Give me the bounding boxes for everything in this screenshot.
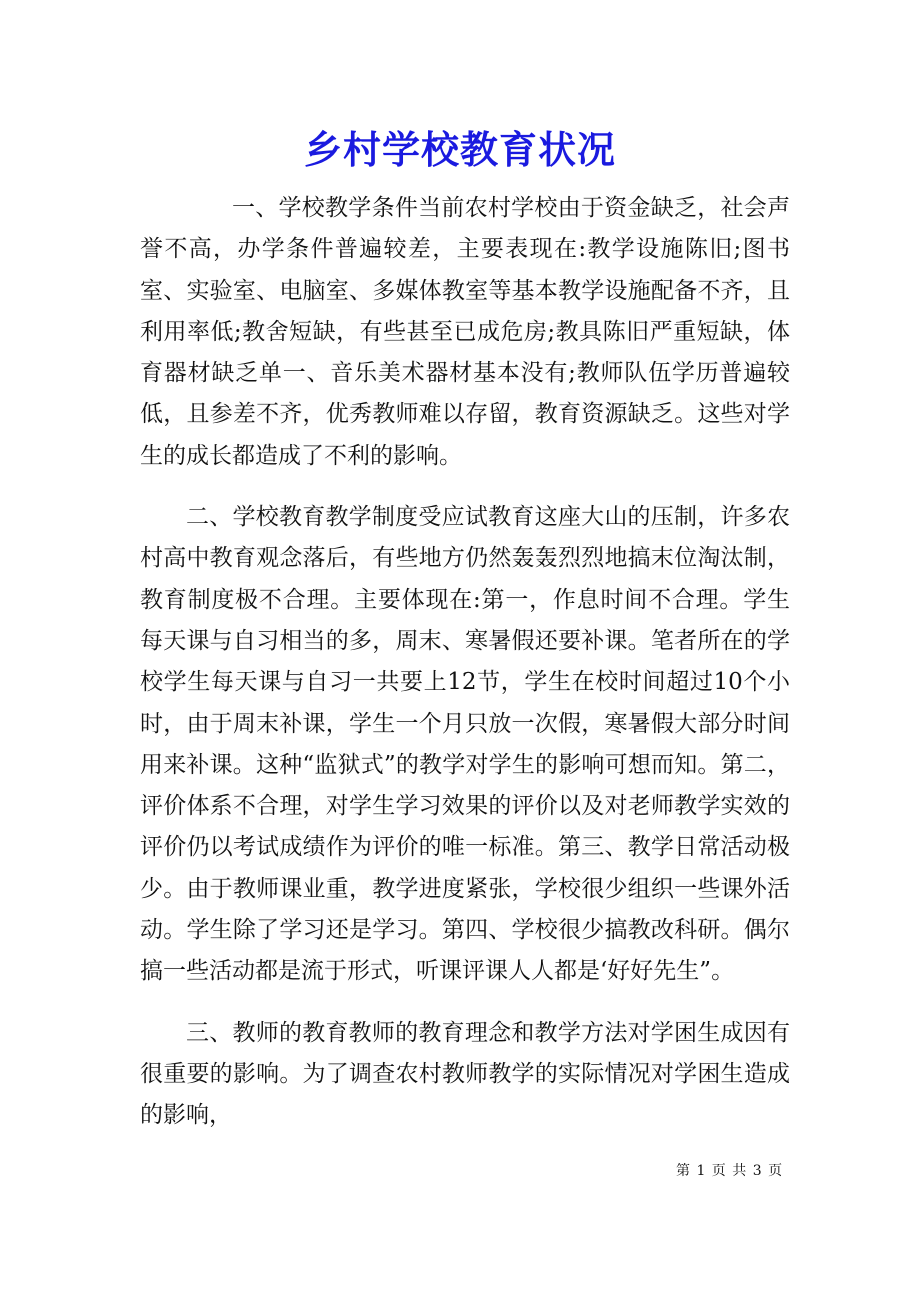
page-number: 第 1 页 共 3 页 xyxy=(676,1163,784,1179)
paragraph-3: 三、教师的教育教师的教育理念和教学方法对学困生成因有很重要的影响。为了调查农村教师教学的实际情况对学困生造成的影响， xyxy=(140,1019,790,1129)
paragraph-2: 二、学校教育教学制度受应试教育这座大山的压制，许多农村高中教育观念落后，有些地方仍然轰轰烈烈地搞末位淘汰制，教育制度极不合理。主要体现在:第一，作息时间不合理。学生每天课与自习相当的多，周末、寒暑假还要补课。笔者所在的学校学生每天课与自习一共要上12节，学生在校时间超过10个小时，由于周末补课，学生一个月只放一次假，寒暑假大部分时间用来补课。这种“监狱式”的教学对学生的影响可想而知。第二，评价体系不合理，对学生学习效果的评价以及对老师教学实效的评价仍以考试成绩作为评价的唯一标准。第三、教学日常活动极少。由于教师课业重，教学进度紧张，学校很少组织一些课外活动。学生除了学习还是学习。第四、学校很少搞教改科研。偶尔搞一些活动都是流于形式，听课评课人人都是‘好好先生”。 xyxy=(140,504,790,985)
document-title: 乡村学校教育状况 xyxy=(303,127,616,172)
document-body xyxy=(140,188,790,1137)
paragraph-1: 一、学校教学条件当前农村学校由于资金缺乏，社会声誉不高，办学条件普遍较差，主要表现在:教学设施陈旧;图书室、实验室、电脑室、多媒体教室等基本教学设施配备不齐，且利用率低;教舍短缺，有些甚至已成危房;教具陈旧严重短缺，体育器材缺乏单一、音乐美术器材基本没有;教师队伍学历普遍较低，且参差不齐，优秀教师难以存留，教育资源缺乏。这些对学生的成长都造成了不利的影响。 xyxy=(140,195,790,469)
